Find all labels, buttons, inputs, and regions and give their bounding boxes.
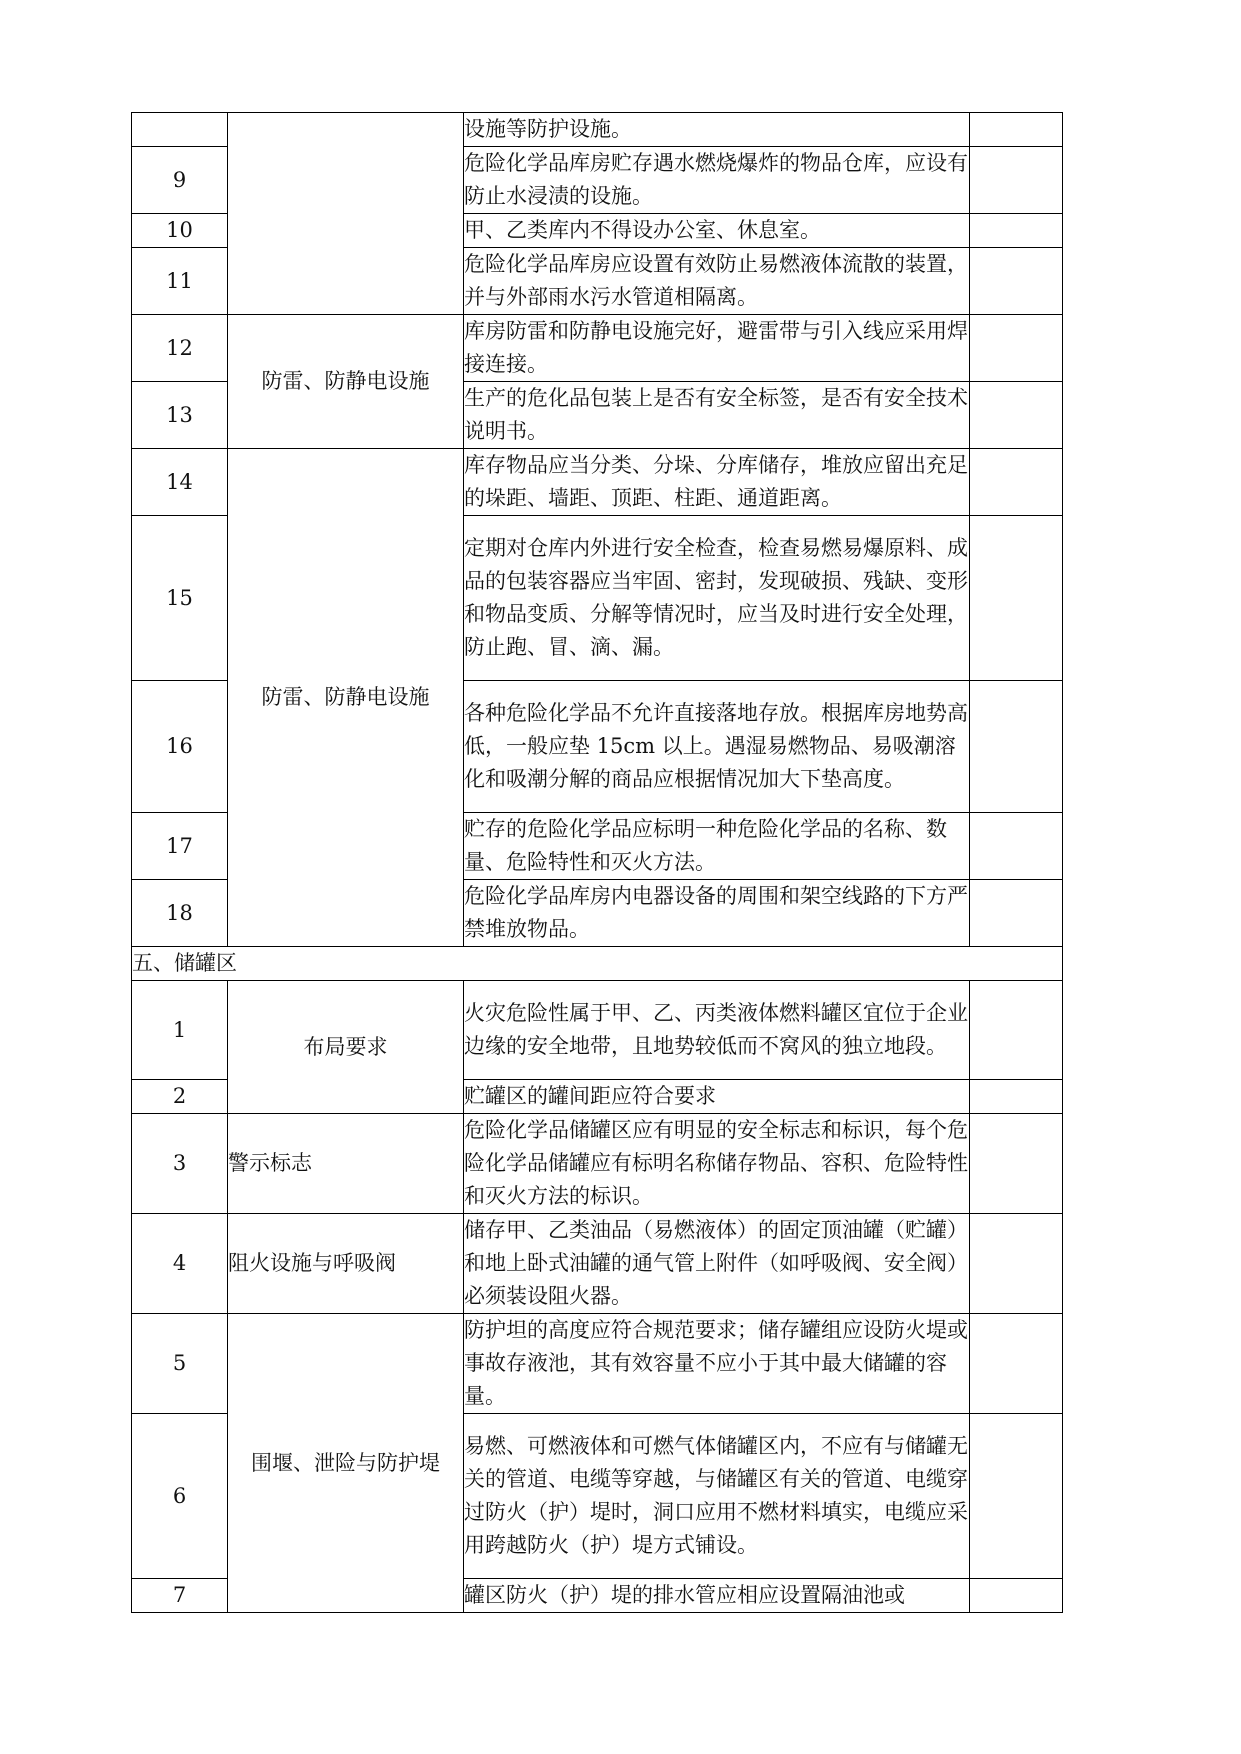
table-row (132, 981, 1063, 1080)
result-cell (970, 516, 1063, 681)
table-row (132, 1114, 1063, 1214)
result-cell (970, 1080, 1063, 1114)
item-description: 库房防雷和防静电设施完好，避雷带与引入线应采用焊接连接。 (464, 315, 970, 382)
result-cell (970, 315, 1063, 382)
result-cell (970, 681, 1063, 813)
item-description: 危险化学品储罐区应有明显的安全标志和标识，每个危险化学品储罐应有标明名称储存物品、容积、危险特性和灭火方法的标识。 (464, 1114, 970, 1214)
result-cell (970, 1579, 1063, 1613)
inspection-table (131, 112, 1063, 1613)
item-description: 储存甲、乙类油品（易燃液体）的固定顶油罐（贮罐）和地上卧式油罐的通气管上附件（如呼吸阀、安全阀）必须装设阻火器。 (464, 1214, 970, 1314)
result-cell (970, 449, 1063, 516)
row-number: 15 (132, 516, 228, 681)
result-cell (970, 1114, 1063, 1214)
item-description: 贮存的危险化学品应标明一种危险化学品的名称、数量、危险特性和灭火方法。 (464, 813, 970, 880)
item-description: 危险化学品库房贮存遇水燃烧爆炸的物品仓库，应设有防止水浸渍的设施。 (464, 147, 970, 214)
item-description: 易燃、可燃液体和可燃气体储罐区内，不应有与储罐无关的管道、电缆等穿越，与储罐区有关的管道、电缆穿过防火（护）堤时，洞口应用不燃材料填实，电缆应采用跨越防火（护）堤方式铺设。 (464, 1414, 970, 1579)
table-row (132, 1314, 1063, 1414)
section-title: 五、储罐区 (132, 947, 1063, 981)
row-number: 4 (132, 1214, 228, 1314)
item-description: 各种危险化学品不允许直接落地存放。根据库房地势高低，一般应垫 15cm 以上。遇湿易燃物品、易吸潮溶化和吸潮分解的商品应根据情况加大下垫高度。 (464, 681, 970, 813)
row-number: 9 (132, 147, 228, 214)
result-cell (970, 981, 1063, 1080)
result-cell (970, 1414, 1063, 1579)
row-number (132, 113, 228, 147)
category-cell: 防雷、防静电设施 (228, 449, 464, 947)
item-description: 防护坦的高度应符合规范要求；储存罐组应设防火堤或事故存液池，其有效容量不应小于其中最大储罐的容量。 (464, 1314, 970, 1414)
result-cell (970, 382, 1063, 449)
item-description: 贮罐区的罐间距应符合要求 (464, 1080, 970, 1114)
item-description: 甲、乙类库内不得设办公室、休息室。 (464, 214, 970, 248)
row-number: 14 (132, 449, 228, 516)
result-cell (970, 147, 1063, 214)
result-cell (970, 1214, 1063, 1314)
result-cell (970, 880, 1063, 947)
item-description: 危险化学品库房内电器设备的周围和架空线路的下方严禁堆放物品。 (464, 880, 970, 947)
section-header-row (132, 947, 1063, 981)
row-number: 18 (132, 880, 228, 947)
item-description: 火灾危险性属于甲、乙、丙类液体燃料罐区宜位于企业边缘的安全地带，且地势较低而不窝风的独立地段。 (464, 981, 970, 1080)
row-number: 17 (132, 813, 228, 880)
row-number: 2 (132, 1080, 228, 1114)
row-number: 7 (132, 1579, 228, 1613)
result-cell (970, 214, 1063, 248)
item-description: 危险化学品库房应设置有效防止易燃液体流散的装置，并与外部雨水污水管道相隔离。 (464, 248, 970, 315)
category-cell: 防雷、防静电设施 (228, 315, 464, 449)
row-number: 12 (132, 315, 228, 382)
row-number: 3 (132, 1114, 228, 1214)
row-number: 11 (132, 248, 228, 315)
row-number: 13 (132, 382, 228, 449)
result-cell (970, 113, 1063, 147)
row-number: 6 (132, 1414, 228, 1579)
table-row (132, 315, 1063, 382)
item-description: 罐区防火（护）堤的排水管应相应设置隔油池或 (464, 1579, 970, 1613)
table-row (132, 113, 1063, 147)
category-cell (228, 113, 464, 315)
category-cell: 围堰、泄险与防护堤 (228, 1314, 464, 1613)
item-description: 生产的危化品包装上是否有安全标签，是否有安全技术说明书。 (464, 382, 970, 449)
item-description: 库存物品应当分类、分垛、分库储存，堆放应留出充足的垛距、墙距、顶距、柱距、通道距离。 (464, 449, 970, 516)
category-cell: 阻火设施与呼吸阀 (228, 1214, 464, 1314)
row-number: 1 (132, 981, 228, 1080)
item-description: 定期对仓库内外进行安全检查，检查易燃易爆原料、成品的包装容器应当牢固、密封，发现破损、残缺、变形和物品变质、分解等情况时，应当及时进行安全处理，防止跑、冒、滴、漏。 (464, 516, 970, 681)
table-row (132, 1214, 1063, 1314)
result-cell (970, 813, 1063, 880)
category-cell: 布局要求 (228, 981, 464, 1114)
row-number: 10 (132, 214, 228, 248)
category-cell: 警示标志 (228, 1114, 464, 1214)
item-description: 设施等防护设施。 (464, 113, 970, 147)
result-cell (970, 1314, 1063, 1414)
row-number: 5 (132, 1314, 228, 1414)
result-cell (970, 248, 1063, 315)
row-number: 16 (132, 681, 228, 813)
table-row (132, 449, 1063, 516)
